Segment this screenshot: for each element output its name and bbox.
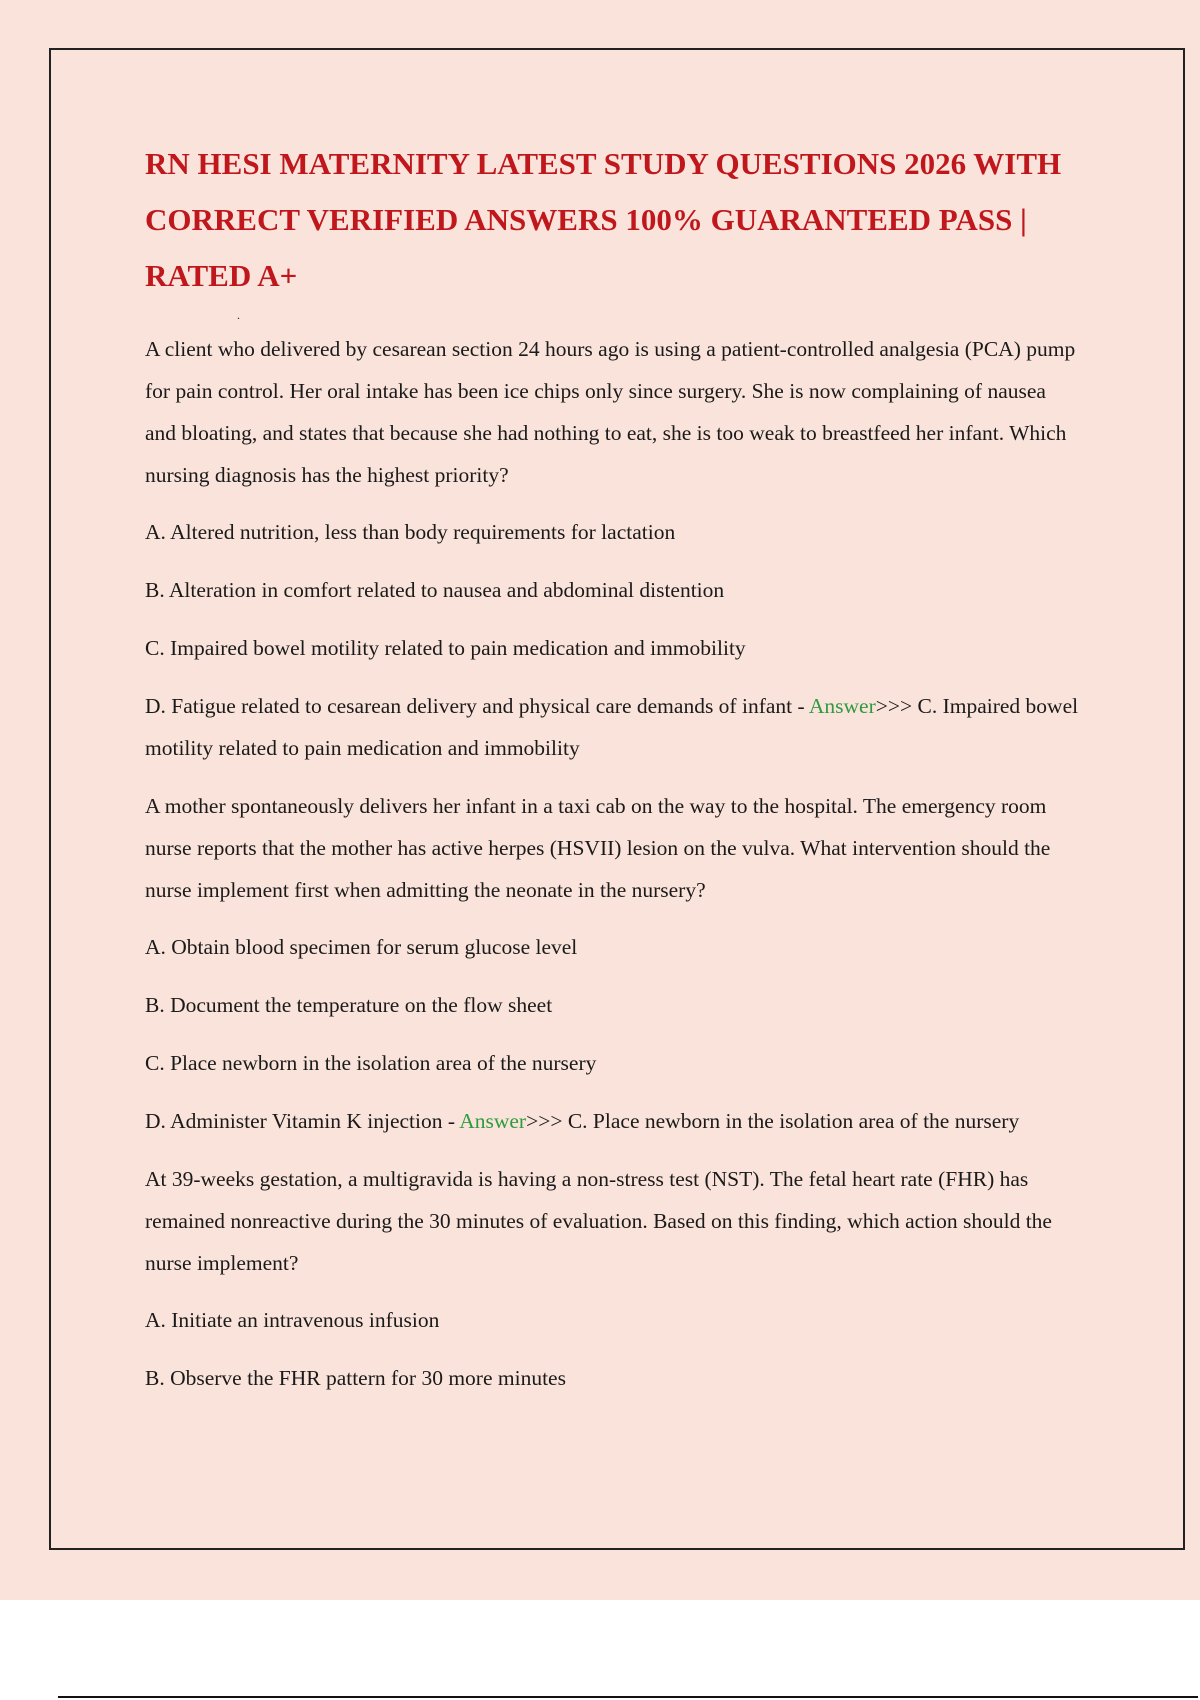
- question-1-option-d: D. Fatigue related to cesarean delivery and physical care demands of infant -: [145, 694, 809, 718]
- question-1-stem: A client who delivered by cesarean section 24 hours ago is using a patient-controlled analgesia (PCA) pump for pain control. Her oral intake has been ice chips only since surgery. She is now complaining of nausea and bloating, and states that because she had nothing to eat, she is too weak to breastfeed her infant. Which nursing diagnosis has the highest priority?: [145, 337, 1076, 487]
- question-2-answer-text: >>> C. Place newborn in the isolation area of the nursery: [526, 1109, 1020, 1133]
- document-content: [145, 136, 1080, 1415]
- question-2-option-d-with-answer: [145, 1100, 1080, 1142]
- question-3-option-a: A. Initiate an intravenous infusion: [145, 1308, 440, 1332]
- question-2-stem: A mother spontaneously delivers her infant in a taxi cab on the way to the hospital. The emergency room nurse reports that the mother has active herpes (HSVII) lesion on the vulva. What intervention should the nurse implement first when admitting the neonate in the nursery?: [145, 794, 1051, 902]
- question-1-answer-label: Answer: [808, 694, 876, 718]
- question-1-option-a: A. Altered nutrition, less than body requirements for lactation: [145, 520, 676, 544]
- question-3-stem: At 39-weeks gestation, a multigravida is having a non-stress test (NST). The fetal heart rate (FHR) has remained nonreactive during the 30 minutes of evaluation. Based on this finding, which action should the nurse implement?: [145, 1167, 1052, 1275]
- question-2-option-c: C. Place newborn in the isolation area of the nursery: [145, 1051, 597, 1075]
- question-2-option-b: B. Document the temperature on the flow sheet: [145, 993, 553, 1017]
- question-1-answer-text: >>> C. Impaired bowel motility related to pain medication and immobility: [145, 694, 1079, 760]
- question-2-option-d: D. Administer Vitamin K injection -: [145, 1109, 460, 1133]
- question-1-option-d-with-answer: [145, 685, 1080, 769]
- question-1-option-b: B. Alteration in comfort related to nausea and abdominal distention: [145, 578, 725, 602]
- document-title: RN HESI MATERNITY LATEST STUDY QUESTIONS 2026 WITH CORRECT VERIFIED ANSWERS 100% GUARANTEED PASS | RATED A+: [145, 146, 1062, 293]
- question-2-answer-label: Answer: [459, 1109, 527, 1133]
- question-2-option-a: A. Obtain blood specimen for serum glucose level: [145, 935, 578, 959]
- question-3-option-b: B. Observe the FHR pattern for 30 more minutes: [145, 1366, 566, 1390]
- stray-dot: .: [237, 308, 240, 322]
- question-1-option-c: C. Impaired bowel motility related to pain medication and immobility: [145, 636, 746, 660]
- next-page-divider: [58, 1696, 1198, 1698]
